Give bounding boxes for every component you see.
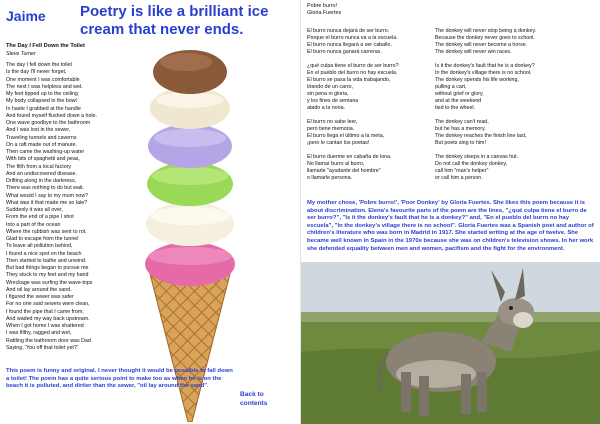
stanza-line: ¿qué culpa tiene el burro de ser burro? — [307, 63, 399, 69]
stanza-line: llamarle "ayudante del hombre" — [307, 168, 381, 174]
back-to-contents-link[interactable]: Back to contents — [240, 391, 268, 407]
stanza-line: but he has a memory. — [435, 126, 486, 132]
stanza-line: and at the weekend — [435, 98, 482, 104]
stanza-line: El burro llega el último a la meta, — [307, 133, 385, 139]
stanza-line: El burro duerme en cabaña de lona. — [307, 154, 392, 160]
poem-line: Drifting along in the darkness, — [6, 178, 77, 184]
stanza-line: En el pueblo del burro no hay escuela. — [307, 70, 398, 76]
poem-line: In haste I grabbed at the handle — [6, 105, 81, 112]
poem-line: The day I fell down the toilet — [6, 62, 72, 68]
poem-line: And I was lost in the sewer, — [6, 127, 71, 134]
stanza-line: call him "man's helper" — [435, 168, 489, 174]
poem-line: They stuck to my feet and my hand — [6, 272, 89, 279]
poem-line: Is the day I'll never forget, — [6, 69, 67, 76]
poem-line: I figured the sewer was safer — [6, 294, 74, 300]
poem-line: My body collapsed in the bowl — [6, 98, 77, 105]
stanza-line: y los fines de semana — [307, 98, 359, 104]
poem-line: I found a nice spot on the beach — [6, 250, 82, 257]
stanza-line: Do not call the donkey donkey, — [435, 161, 508, 167]
poem-line: To leave all pollution behind, — [6, 243, 73, 250]
poem-line: The filth from a local factory — [6, 163, 72, 170]
right-page — [300, 0, 600, 424]
ice-cream-cone-illustration — [138, 36, 242, 422]
donkey-poem-comment: My mother chose, 'Pobre burro!', 'Poor Donkey' by Gloria Fuertes. She likes this poem because it is about discrimination. Elena's favourite parts of the poem are the lines, "¿qué culpa tiene el burro de ser burro?", "Is it the donkey's fault that he is a donkey?" and, "En el pueblo del burro no hay escuela", "In the donkey's village there is no school". Gloria Fuertes was a Spanish poet and author of children's literature who was born in Madrid in 1917. She started writing at the age of twelve. She became well known in Spain in the 1970s because she was on children's television shows. In her work she defended equality between men and women, pacifism and the fight for the environment. — [307, 200, 594, 252]
stanza-line: In the donkey's village there is no school. — [435, 70, 532, 76]
poem-line: Suddenly it was all over, — [6, 207, 63, 213]
donkey-photo — [301, 262, 600, 424]
stanza — [307, 63, 427, 112]
stanza-line: The donkey will never become a horse. — [435, 42, 528, 48]
stanza-line: Because the donkey never goes to school. — [435, 35, 535, 41]
poem-body — [6, 62, 136, 352]
stanza-line: The donkey spends his life working, — [435, 77, 519, 83]
poem-line: For no one said sewers were clean, — [6, 301, 90, 308]
poem-line: What was it that made me so late? — [6, 199, 88, 206]
stanza-line: The donkey sleeps in a canvas hut. — [435, 154, 519, 160]
stanza-line: El burro se pasa la vida trabajando, — [307, 77, 391, 83]
stanza — [307, 154, 427, 182]
stanza-line: sin pena ni gloria, — [307, 91, 349, 97]
stanza-line: ¡pero le cantan los poetas! — [307, 140, 370, 146]
poem-line: Where the rubbish was sent to rot. — [6, 228, 87, 235]
stanza-line: tied to the wheel. — [435, 105, 476, 111]
english-translation-column — [435, 28, 595, 189]
stanza-line: atado a la noria. — [307, 105, 345, 111]
stanza-line: The donkey can't read, — [435, 119, 489, 125]
poem-line: With bits of spaghetti and peas, — [6, 156, 80, 163]
poem-title: The Day I Fell Down the Toilet — [6, 43, 85, 49]
poem-line: Glad to escape from the tunnel — [6, 236, 79, 242]
poem-comment: This poem is funny and original. I never thought it would be possible to fall down a toilet! The poem has a quite serious point to make too as when he is on the beach it is polluted, and dirtier than the sewer, "oil lay around the sand". — [6, 368, 233, 390]
poem-line: One wave goodbye to the bathroom — [6, 120, 91, 126]
stanza-line: El burro nunca ganará carreras. — [307, 49, 382, 55]
stanza-line: pulling a cart, — [435, 84, 467, 90]
stanza — [435, 154, 595, 182]
stanza — [435, 119, 595, 147]
stanza-line: or call him a person. — [435, 175, 483, 181]
stanza-line: without grief or glory, — [435, 91, 484, 97]
stanza-line: No llamar burro al burro, — [307, 161, 365, 167]
poem-line: There was nothing to do but wait. — [6, 185, 85, 192]
stanza — [307, 28, 427, 56]
poem-line: And oil lay around the sand. — [6, 286, 72, 293]
poem-line: I found the pipe that I came from, — [6, 308, 84, 315]
poem-line: Into a part of the ocean — [6, 221, 61, 228]
stanza-line: o llamarle persona. — [307, 175, 353, 181]
poem-line: The next I was helpless and wet. — [6, 83, 83, 90]
stanza-line: tirando de un carro, — [307, 84, 353, 90]
poem-line: On a raft made out of manure. — [6, 141, 77, 148]
poem-line: What would I say to my mum now? — [6, 192, 89, 199]
stanza-line: El burro nunca llegará a ser caballo. — [307, 42, 392, 48]
spanish-poem-title: Pobre burro! — [307, 3, 337, 9]
poem-line: Saying, 'You off that toilet yet?' — [6, 344, 78, 351]
stanza — [435, 63, 595, 112]
page-title: Poetry is like a brilliant ice cream that never ends. — [80, 3, 269, 38]
spanish-poem-column — [307, 28, 427, 189]
poem-line: And an undiscovered disease. — [6, 170, 77, 177]
stanza-line: Is it the donkey's fault that he is a donkey? — [435, 63, 535, 69]
poem-line: But bad things began to pursue me — [6, 265, 89, 271]
poem-line: Then started to bathe and unwind. — [6, 257, 87, 264]
stanza — [435, 28, 595, 56]
author-name: Jaime — [6, 8, 46, 24]
stanza-line: The donkey reaches the finish line last, — [435, 133, 527, 139]
stanza-line: El burro no sabe leer, — [307, 119, 358, 125]
poem-author: Steve Turner — [6, 51, 36, 57]
stanza-line: pero tiene memoria. — [307, 126, 355, 132]
poem-line: Traveling tunnels and caverns — [6, 134, 77, 141]
stanza-line: The donkey will never win races. — [435, 49, 512, 55]
stanza-line: Porque el burro nunca va a la escuela. — [307, 35, 398, 41]
poem-line: My feet tipped up to the ceiling — [6, 91, 78, 97]
poem-line: And found myself flushed down a hole. — [6, 112, 97, 119]
stanza-line: But poets sing to him! — [435, 140, 486, 146]
stanza-line: El burro nunca dejará de ser burro. — [307, 28, 390, 34]
poem-line: From the end of a pipe I shot — [6, 214, 74, 221]
poem-line: Then came the washing-up water — [6, 149, 85, 155]
poem-line: I was filthy, ragged and wet, — [6, 330, 72, 337]
stanza-line: The donkey will never stop being a donkey. — [435, 28, 537, 34]
spanish-poem-heading — [307, 3, 341, 17]
poem-line: And waded my way back upstream. — [6, 315, 90, 322]
poem-line: When I got home I was shattered — [6, 323, 84, 329]
poem-line: One moment I was comfortable — [6, 76, 80, 83]
poem-line: Wreckage was surfing the wave-tops — [6, 279, 93, 286]
poem-line: Rattling the bathroom door was Dad — [6, 337, 91, 344]
stanza — [307, 119, 427, 147]
spanish-poem-author: Gloria Fuertes — [307, 10, 342, 16]
